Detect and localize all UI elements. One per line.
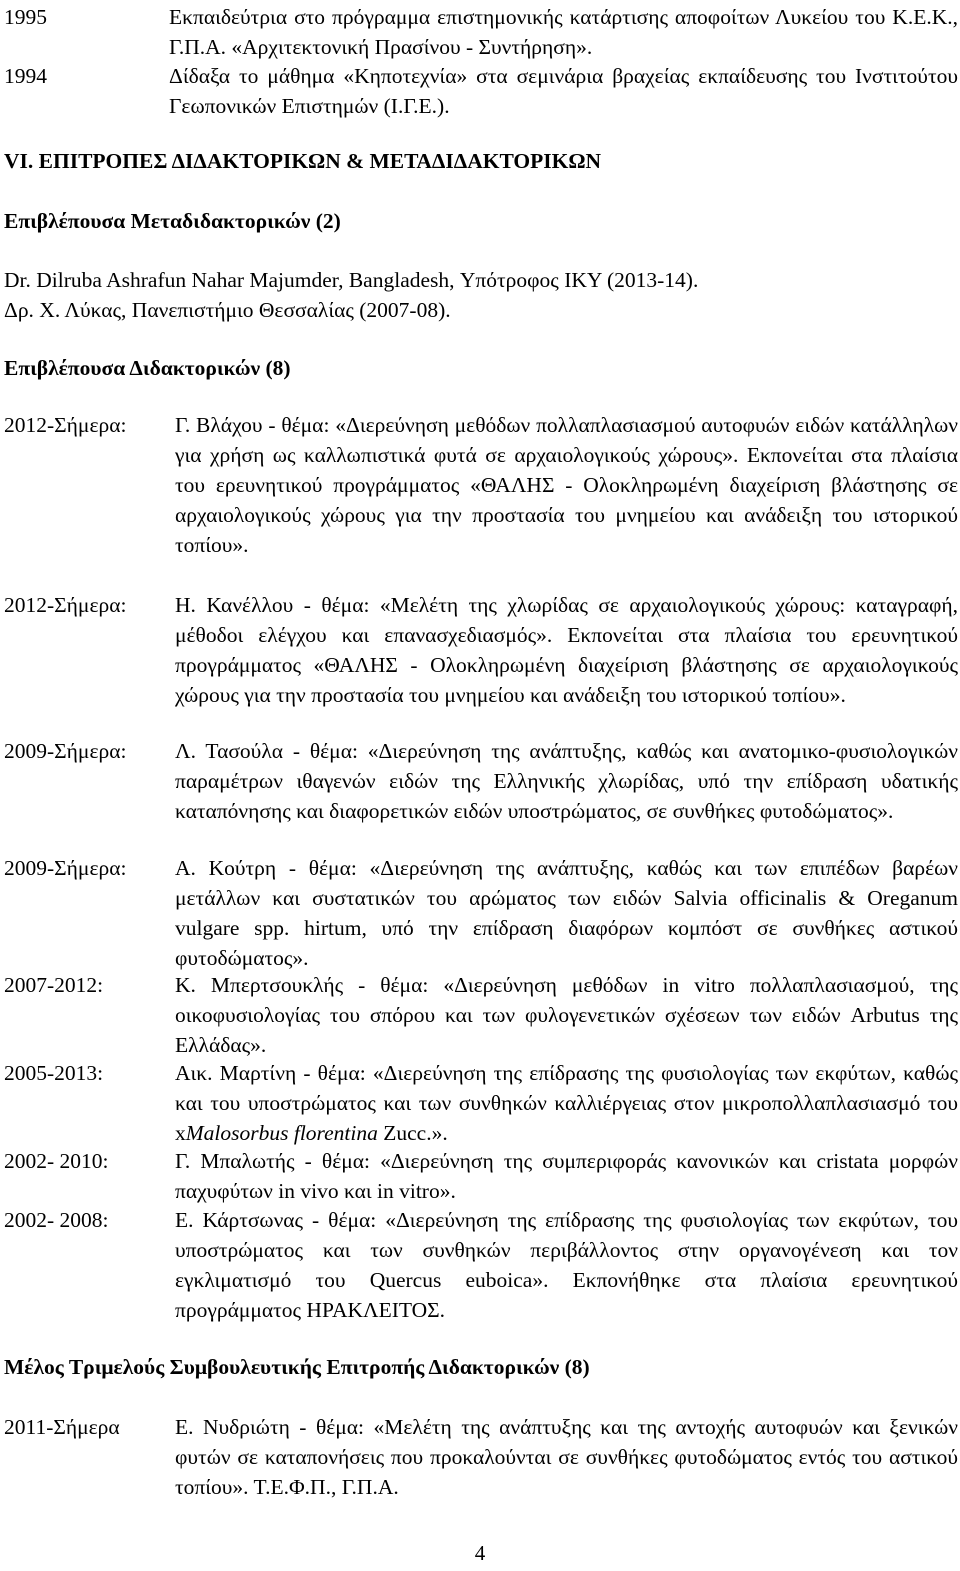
entry-period: 2009-Σήμερα: (4, 856, 127, 880)
entry-period: 2007-2012: (4, 973, 104, 997)
entry-text: Η. Κανέλλου - θέμα: «Μελέτη της χλωρίδας σε αρχαιολογικούς χώρους: καταγραφή, μέθοδοι ελέγχου και επανασχεδιασμός». Εκπονείται στα πλαίσια του ερευνητικού προγράμματος «ΘΑΛΗΣ - Ολοκληρωμένη διαχείριση βλάστησης σε αρχαιολογικούς χώρους για την προστασία του μνημείου και ανάδειξη του ιστορικού τοπίου». (175, 593, 958, 707)
entry-period: 2012-Σήμερα: (4, 413, 127, 437)
entry-period: 2002- 2008: (4, 1208, 109, 1232)
entry-text: Α. Κούτρη - θέμα: «Διερεύνηση της ανάπτυξης, καθώς και των επιπέδων βαρέων μετάλλων και συστατικών του αρώματος των ειδών Salvia officinalis & Oreganum vulgare spp. hirtum, υπό την επίδραση διαφόρων κομπόστ σε συνθήκες αστικού φυτοδώματος». (175, 856, 958, 970)
entry-year: 1994 (4, 64, 47, 88)
entry-period: 2012-Σήμερα: (4, 593, 127, 617)
entry-text: Ε. Νυδριώτη - θέμα: «Μελέτη της ανάπτυξης και της αντοχής αυτοφυών και ξενικών φυτών σε καταπονήσεις που προκαλούνται σε συνθήκες φυτοδώματος εντός του αστικού τοπίου». Τ.Ε.Φ.Π., Γ.Π.Α. (175, 1415, 958, 1499)
section-title: VI. ΕΠΙΤΡΟΠΕΣ ΔΙΔΑΚΤΟΡΙΚΩΝ & ΜΕΤΑΔΙΔΑΚΤΟΡΙΚΩΝ (4, 149, 602, 173)
entry-text: Κ. Μπερτσουκλής - θέμα: «Διερεύνηση μεθόδων in vitro πολλαπλασιασμού, της οικοφυσιολογίας του σπόρου και των φυλογενετικών σχέσεων των ειδών Arbutus της Ελλάδας». (175, 973, 958, 1057)
entry-text: Γ. Μπαλωτής - θέμα: «Διερεύνηση της συμπεριφοράς κανονικών και cristata μορφών παχυφύτων in vivo και in vitro». (175, 1149, 958, 1203)
committee-heading: Μέλος Τριμελούς Συμβουλευτικής Επιτροπής Διδακτορικών (8) (4, 1355, 590, 1379)
entry-text: Ε. Κάρτσωνας - θέμα: «Διερεύνηση της επίδρασης της φυσιολογίας των εκφύτων, του υποστρώματος και των συνθηκών περιβάλλοντος στην οργανογένεση και τον εγκλιματισμό του Quercus euboica». Εκπονήθηκε στα πλαίσια ερευνητικού προγράμματος ΗΡΑΚΛΕΙΤΟΣ. (175, 1208, 958, 1322)
species-name: Malosorbus florentina (185, 1121, 378, 1145)
entry-period: 2011-Σήμερα (4, 1415, 120, 1439)
page-number: 4 (474, 1541, 486, 1565)
entry-text: Αικ. Μαρτίνη - θέμα: «Διερεύνηση της επίδρασης της φυσιολογίας των εκφύτων, καθώς και του υποστρώματος και των συνθηκών καλλιέργειας στον μικροπολλαπλασιασμό του xMalosorbus florentina Zucc.». (175, 1061, 958, 1145)
doctoral-heading: Επιβλέπουσα Διδακτορικών (8) (4, 356, 291, 380)
entry-year: 1995 (4, 5, 47, 29)
entry-text: Δίδαξα το μάθημα «Κηποτεχνία» στα σεμινάρια βραχείας εκπαίδευσης του Ινστιτούτου Γεωπονικών Επιστημών (Ι.Γ.Ε.). (169, 64, 958, 118)
entry-text: Εκπαιδεύτρια στο πρόγραμμα επιστημονικής κατάρτισης αποφοίτων Λυκείου του Κ.Ε.Κ., Γ.Π.Α. «Αρχιτεκτονική Πρασίνου - Συντήρηση». (169, 5, 958, 59)
entry-period: 2009-Σήμερα: (4, 739, 127, 763)
entry-period: 2005-2013: (4, 1061, 104, 1085)
postdoc-item: Dr. Dilruba Ashrafun Nahar Majumder, Bangladesh, Υπότροφος ΙΚΥ (2013-14). (4, 268, 699, 292)
entry-period: 2002- 2010: (4, 1149, 109, 1173)
postdoc-heading: Επιβλέπουσα Μεταδιδακτορικών (2) (4, 209, 341, 233)
entry-text: Λ. Τασούλα - θέμα: «Διερεύνηση της ανάπτυξης, καθώς και ανατομικο-φυσιολογικών παραμέτρων ιθαγενών ειδών της Ελληνικής χλωρίδας, υπό την επίδραση υδατικής καταπόνησης και διαφορετικών ειδών υποστρώματος, σε συνθήκες φυτοδώματος». (175, 739, 958, 823)
entry-text: Γ. Βλάχου - θέμα: «Διερεύνηση μεθόδων πολλαπλασιασμού αυτοφυών ειδών κατάλληλων για χρήση ως καλλωπιστικά φυτά σε αρχαιολογικούς χώρους». Εκπονείται στα πλαίσια του ερευνητικού προγράμματος «ΘΑΛΗΣ - Ολοκληρωμένη διαχείριση βλάστησης σε αρχαιολογικούς χώρους για την προστασία του μνημείου και ανάδειξη του ιστορικού τοπίου». (175, 413, 958, 557)
postdoc-item: Δρ. Χ. Λύκας, Πανεπιστήμιο Θεσσαλίας (2007-08). (4, 298, 451, 322)
